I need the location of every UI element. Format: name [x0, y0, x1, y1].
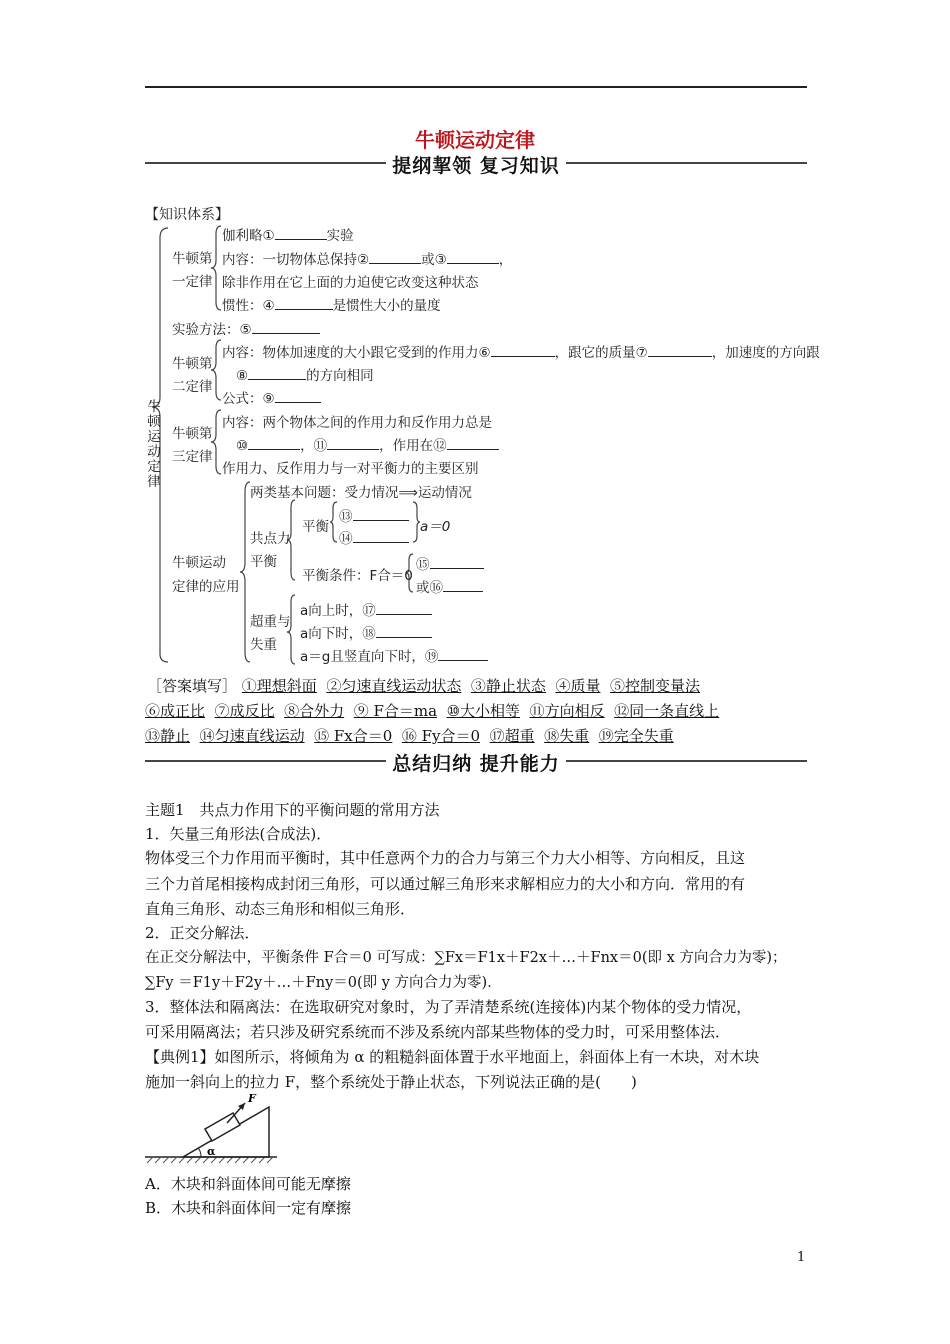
blank-1	[275, 225, 327, 240]
law3-diff: 作用力、反作用力与一对平衡力的主要区别	[222, 461, 479, 477]
blank-15	[430, 554, 484, 569]
p2-line-2: ∑Fy ＝F1y＋F2y＋…＋Fny＝0(即 y 方向合力为零)．	[145, 975, 502, 991]
section-banner-2	[145, 749, 807, 773]
eq-13: ⑬	[339, 505, 409, 525]
law3-blanks: ⑩ ，⑪ ，作用在⑫	[236, 434, 499, 454]
example-line-1: 【典例1】如图所示，将倾角为 α 的粗糙斜面体置于水平地面上，斜面体上有一木块，对木块	[145, 1048, 760, 1066]
law1-label-1: 牛顿第	[172, 251, 213, 267]
law3-content: 内容：两个物体之间的作用力和反作用力总是	[222, 415, 492, 431]
ow-label-2: 失重	[250, 637, 277, 653]
top-rule	[145, 86, 807, 88]
answer-4: ④质量	[555, 677, 601, 695]
blank-9	[275, 388, 321, 403]
app-brace	[240, 482, 250, 662]
ow-up: a向上时，⑰	[300, 599, 432, 619]
answer-19: ⑲完全失重	[598, 727, 674, 745]
angle-arc	[198, 1148, 201, 1157]
blank-16	[443, 577, 483, 592]
answer-8: ⑧合外力	[284, 702, 345, 720]
answer-12: ⑫同一条直线上	[614, 702, 720, 720]
answers-line-1: ［答案填写］ ①理想斜面 ②匀速直线运动状态 ③静止状态 ④质量 ⑤控制变量法	[147, 677, 701, 695]
blank-8	[248, 365, 306, 380]
law1-brace	[211, 226, 221, 310]
app-two-types: 两类基本问题：受力情况⟹运动情况	[250, 485, 472, 501]
eq-condition: 平衡条件：F合＝0	[302, 568, 413, 584]
page-number: 1	[797, 1250, 806, 1265]
topic-1: 主题1 共点力作用下的平衡问题的常用方法	[145, 801, 440, 819]
example-line-2: 施加一斜向上的拉力 F，整个系统处于静止状态，下列说法正确的是( )	[145, 1073, 637, 1091]
law1-content: 内容：一切物体总保持② 或③ ，	[222, 248, 512, 268]
root-label: 牛顿运动定律	[147, 399, 161, 490]
experiment-method: 实验方法：⑤	[172, 318, 320, 338]
law1-inertia: 惯性：④ 是惯性大小的量度	[222, 294, 441, 314]
blank-6	[491, 342, 555, 357]
blank-7	[648, 342, 712, 357]
blank-10	[248, 435, 300, 450]
page-title: 牛顿运动定律	[415, 128, 535, 152]
section-banner-1	[145, 151, 807, 175]
answer-13: ⑬静止	[145, 727, 191, 745]
answer-17: ⑰超重	[489, 727, 535, 745]
force-label: F	[248, 1093, 256, 1105]
law2-label-1: 牛顿第	[172, 356, 213, 372]
answer-6: ⑥成正比	[145, 702, 206, 720]
ow-down: a向下时，⑱	[300, 622, 432, 642]
banner-text: 提纲挈领 复习知识	[386, 155, 566, 177]
eq-16: 或⑯	[416, 576, 483, 596]
banner-text: 总结归纳 提升能力	[386, 753, 566, 775]
answer-9: ⑨ F合＝ma	[353, 702, 438, 720]
law1-label-2: 一定律	[172, 274, 213, 290]
blank-14	[353, 528, 409, 543]
p3-line-1: 3．整体法和隔离法：在选取研究对象时，为了弄清楚系统(连接体)内某个物体的受力情况，	[145, 998, 752, 1016]
blank-2	[369, 249, 421, 264]
p1-title: 1．矢量三角形法(合成法)．	[145, 825, 332, 843]
p1-line-3: 直角三角形、动态三角形和相似三角形．	[145, 900, 416, 918]
p2-line-1: 在正交分解法中，平衡条件 F合＝0 可写成：∑Fx＝F1x＋F2x＋…＋Fnx＝0(即 x 方向合力为零)；	[145, 950, 787, 966]
law2-formula: 公式：⑨	[222, 387, 321, 407]
eq-label-1: 共点力	[250, 531, 291, 547]
answer-11: ⑪方向相反	[529, 702, 605, 720]
answer-10: ⑩大小相等	[446, 702, 521, 720]
answers-line-2	[145, 700, 719, 721]
answer-2: ②匀速直线运动状态	[326, 677, 462, 695]
answers-line-3	[145, 725, 674, 746]
eq-14: ⑭	[339, 527, 409, 547]
law2-content-2: ⑧ 的方向相同	[236, 364, 374, 384]
blank-12	[447, 435, 499, 450]
answer-5: ⑤控制变量法	[610, 677, 701, 695]
p1-line-1: 物体受三个力作用而平衡时，其中任意两个力的合力与第三个力大小相等、方向相反，且这	[145, 849, 746, 867]
law2-label-2: 二定律	[172, 379, 213, 395]
option-b: B．木块和斜面体间一定有摩擦	[145, 1199, 352, 1217]
p1-line-2: 三个力首尾相接构成封闭三角形，可以通过解三角形来求解相应力的大小和方向．常用的有	[145, 875, 746, 893]
law1-content-2: 除非作用在它上面的力迫使它改变这种状态	[222, 275, 479, 291]
ow-label-1: 超重与	[250, 614, 291, 630]
app-label-2: 定律的应用	[172, 579, 240, 595]
answer-1: ①理想斜面	[241, 677, 317, 695]
ow-g: a＝g且竖直向下时，⑲	[300, 645, 488, 665]
app-label-1: 牛顿运动	[172, 555, 226, 571]
blank-18	[376, 623, 432, 638]
balance-brace	[330, 502, 337, 542]
answer-3: ③静止状态	[470, 677, 546, 695]
blank-19	[438, 646, 488, 661]
answer-16: ⑯ Fy合＝0	[401, 727, 481, 745]
angle-label: α	[207, 1145, 216, 1158]
eq-label-2: 平衡	[250, 554, 277, 570]
law1-galileo: 伽利略① 实验	[222, 224, 354, 244]
law2-content: 内容：物体加速度的大小跟它受到的作用力⑥ ，跟它的质量⑦ ，加速度的方向跟	[222, 341, 820, 361]
blank-11	[327, 435, 379, 450]
law3-label-1: 牛顿第	[172, 426, 213, 442]
law3-label-2: 三定律	[172, 449, 213, 465]
blank-5	[252, 319, 320, 334]
blank-13	[353, 506, 409, 521]
balance-right-brace	[413, 502, 420, 542]
p3-line-2: 可采用隔离法；若只涉及研究系统而不涉及系统内部某些物体的受力时，可采用整体法．	[145, 1023, 731, 1041]
incline-figure	[145, 1093, 285, 1165]
blank-3	[447, 249, 499, 264]
answer-15: ⑮ Fx合＝0	[314, 727, 393, 745]
eq-15: ⑮	[416, 553, 484, 573]
blank-17	[376, 600, 432, 615]
eq-a0: a＝0	[420, 519, 451, 535]
knowledge-heading: 【知识体系】	[145, 207, 229, 223]
eq-balance: 平衡	[302, 519, 329, 535]
p2-title: 2．正交分解法．	[145, 924, 260, 942]
option-a: A．木块和斜面体间可能无摩擦	[145, 1175, 351, 1193]
blank-4	[275, 295, 333, 310]
answer-14: ⑭匀速直线运动	[199, 727, 305, 745]
answer-7: ⑦成反比	[214, 702, 275, 720]
answer-18: ⑱失重	[544, 727, 590, 745]
block	[205, 1113, 240, 1141]
